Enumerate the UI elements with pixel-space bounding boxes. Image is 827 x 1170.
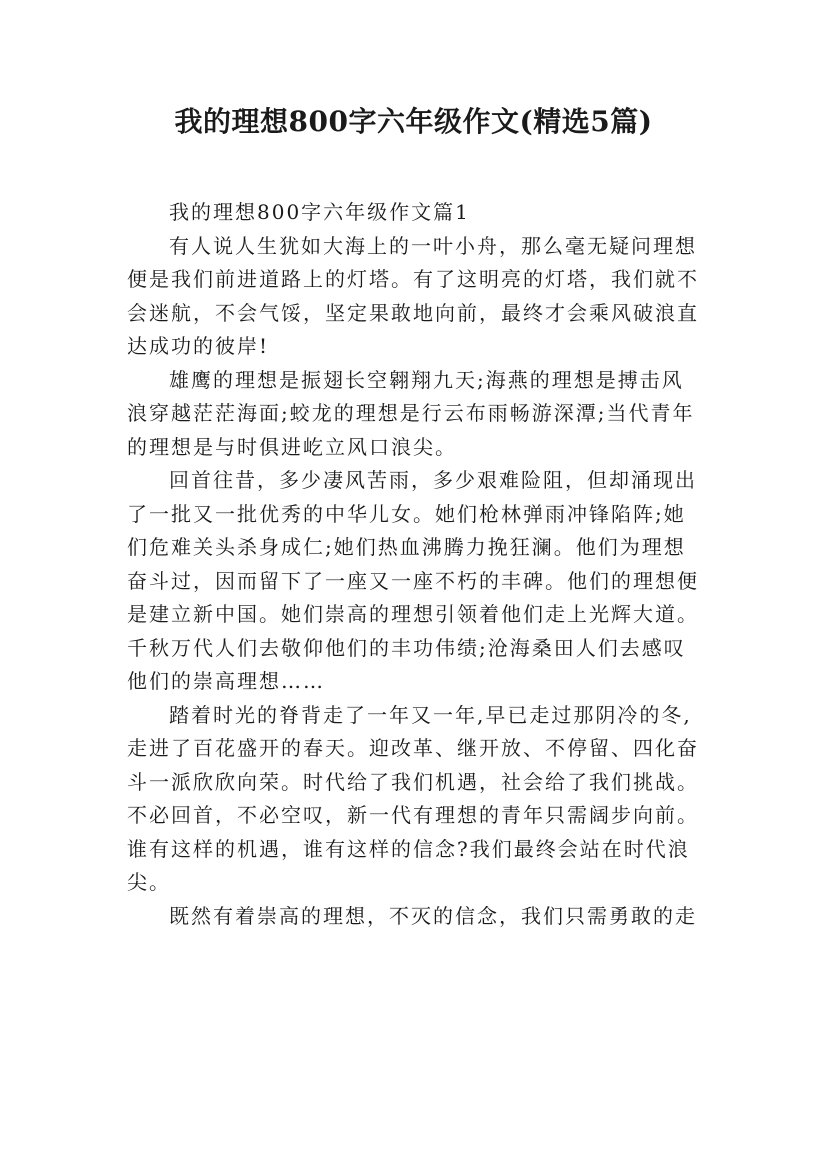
paragraph-line: 了一批又一批优秀的中华儿女。她们枪林弹雨冲锋陷阵;她 bbox=[127, 501, 686, 526]
paragraph bbox=[127, 464, 717, 699]
paragraph-line: 有人说人生犹如大海上的一叶小舟，那么毫无疑问理想 bbox=[169, 233, 697, 258]
paragraph-line: 千秋万代人们去敬仰他们的丰功伟绩;沧海桑田人们去感叹 bbox=[127, 635, 686, 660]
paragraph-line: 浪穿越茫茫海面;蛟龙的理想是行云布雨畅游深潭;当代青年 bbox=[127, 401, 695, 425]
paragraph bbox=[127, 230, 717, 364]
paragraph-line: 走进了百花盛开的春天。迎改革、继开放、不停留、四化奋 bbox=[127, 736, 699, 760]
paragraph-line: 回首往昔，多少凄风苦雨，多少艰难险阻，但却涌现出 bbox=[169, 468, 697, 492]
paragraph-line: 的理想是与时俱进屹立风口浪尖。 bbox=[127, 434, 457, 459]
paragraph-line: 是建立新中国。她们崇高的理想引领着他们走上光辉大道。 bbox=[127, 602, 699, 626]
paragraph-line: 们危难关头杀身成仁;她们热血沸腾力挽狂澜。他们为理想 bbox=[127, 535, 686, 559]
paragraph-line: 他们的崇高理想…… bbox=[127, 669, 325, 693]
paragraph-line: 会迷航，不会气馁，坚定果敢地向前，最终才会乘风破浪直 bbox=[127, 300, 699, 325]
paragraph-line: 既然有着崇高的理想，不灭的信念，我们只需勇敢的走 bbox=[169, 903, 697, 928]
document-title: 我的理想800字六年级作文(精选5篇) bbox=[174, 105, 653, 138]
paragraph-line: 不必回首，不必空叹，新一代有理想的青年只需阔步向前。 bbox=[127, 803, 699, 827]
section-heading: 我的理想800字六年级作文篇1 bbox=[169, 200, 470, 224]
paragraph-line: 斗一派欣欣向荣。时代给了我们机遇，社会给了我们挑战。 bbox=[127, 769, 699, 794]
paragraph-line: 雄鹰的理想是振翅长空翱翔九天;海燕的理想是搏击风 bbox=[169, 367, 684, 392]
document-body bbox=[127, 196, 717, 933]
paragraph-line: 奋斗过，因而留下了一座又一座不朽的丰碑。他们的理想便 bbox=[127, 568, 699, 593]
paragraph bbox=[127, 699, 717, 900]
paragraph-line: 尖。 bbox=[127, 870, 171, 894]
paragraph bbox=[127, 900, 717, 934]
paragraph bbox=[127, 364, 717, 465]
paragraph-line: 踏着时光的脊背走了一年又一年,早已走过那阴冷的冬, bbox=[169, 702, 692, 727]
paragraph-line: 达成功的彼岸! bbox=[127, 334, 270, 358]
paragraph-line: 便是我们前进道路上的灯塔。有了这明亮的灯塔，我们就不 bbox=[127, 267, 699, 291]
paragraph-line: 谁有这样的机遇，谁有这样的信念?我们最终会站在时代浪 bbox=[127, 836, 690, 861]
